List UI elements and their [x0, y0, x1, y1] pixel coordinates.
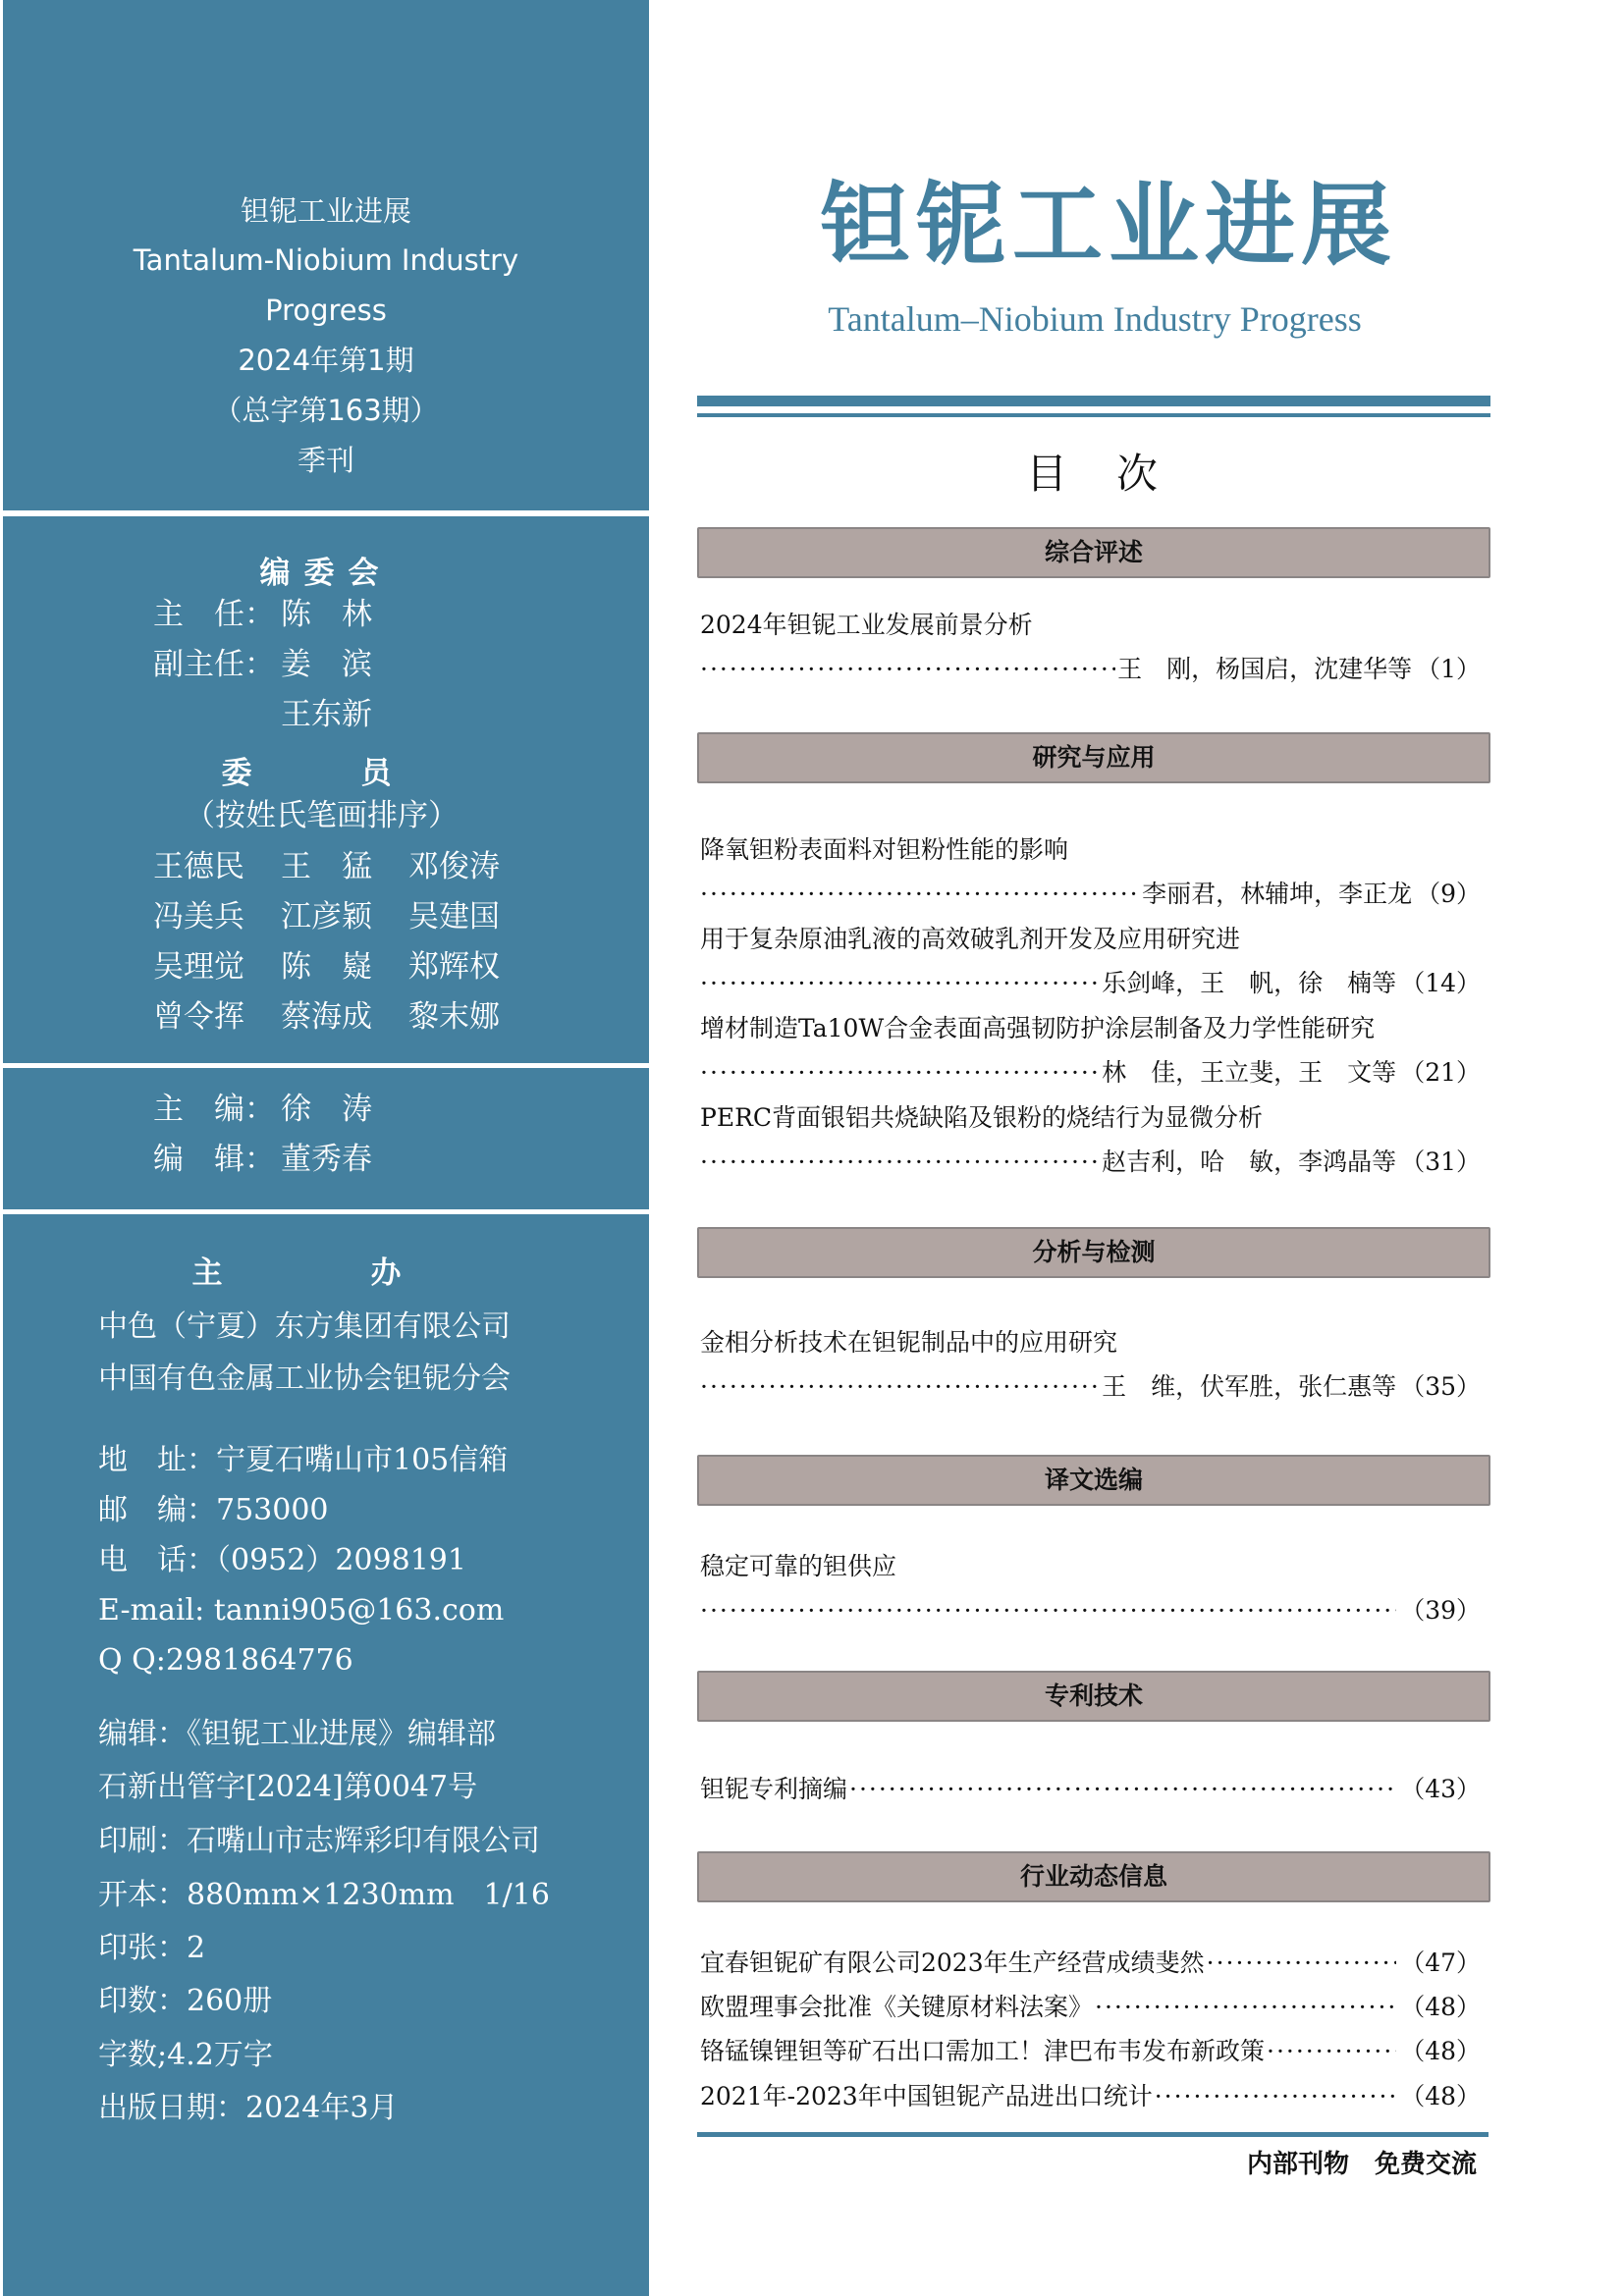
- toc-article-entry[interactable]: 钽铌专利摘编 ····· （43）: [700, 1774, 1481, 1805]
- toc-article-byline[interactable]: ····· 王 刚，杨国启，沈建华等 （1）: [700, 654, 1481, 685]
- masthead-title-en: Tantalum–Niobium Industry Progress: [828, 299, 1362, 339]
- journal-title-cn: 钽铌工业进展: [240, 194, 411, 228]
- dot-leader: [700, 654, 1115, 685]
- toc-article-title[interactable]: 增材制造Ta10W合金表面高强韧防护涂层制备及力学性能研究: [700, 1014, 1376, 1042]
- toc-article-byline[interactable]: ····· 王 维，伏军胜，张仁惠等 （35）: [700, 1371, 1481, 1403]
- toc-article-title[interactable]: PERC背面银铝共烧缺陷及银粉的烧结行为显微分析: [700, 1103, 1264, 1132]
- chief-editor-name: 徐 涛: [281, 1092, 372, 1127]
- postcode: 邮 编：753000: [98, 1493, 329, 1527]
- printer: 印刷：石嘴山市志辉彩印有限公司: [98, 1824, 540, 1858]
- editorial-board-panel: [3, 516, 649, 1063]
- footer-divider: [697, 2132, 1489, 2137]
- email: E-mail: tanni905@163.com: [98, 1593, 505, 1628]
- toc-article-byline[interactable]: ····· 林 佳，王立斐，王 文等 （21）: [700, 1057, 1481, 1089]
- deputy-name: 姜 滨: [281, 647, 372, 682]
- chief-editor-row: [153, 1092, 372, 1127]
- divider: [697, 396, 1490, 406]
- toc-article-entry[interactable]: 欧盟理事会批准《关键原材料法案》 ····· （48）: [700, 1992, 1481, 2023]
- toc-section-header: 综合评述: [697, 527, 1490, 578]
- sponsor-org: 中色（宁夏）东方集团有限公司: [98, 1309, 511, 1344]
- board-director-row: [153, 597, 372, 632]
- issue-number: 2024年第1期: [238, 344, 414, 377]
- sponsor-panel: [3, 1214, 649, 2296]
- toc-article-title[interactable]: 金相分析技术在钽铌制品中的应用研究: [700, 1328, 1118, 1357]
- chief-editor-label: 主 编：: [153, 1092, 275, 1127]
- journal-title-en: Tantalum-Niobium Industry: [133, 243, 519, 277]
- members-row: 吴理觉 陈 嶷 郑辉权: [153, 949, 500, 985]
- board-deputy-row: [153, 647, 372, 682]
- toc-article-title[interactable]: 2024年钽铌工业发展前景分析: [700, 611, 1033, 639]
- members-row: 王德民 王 猛 邓俊涛: [153, 849, 500, 884]
- sponsor-heading: 主 办: [191, 1255, 460, 1291]
- toc-article-byline[interactable]: ····· 乐剑峰，王 帆，徐 楠等 （14）: [700, 968, 1481, 999]
- deputy-name: 王东新: [281, 697, 372, 732]
- journal-title-en-cont: Progress: [265, 294, 387, 327]
- editor-row: [153, 1142, 372, 1177]
- members-note: （按姓氏笔画排序）: [185, 798, 459, 833]
- members-row: 冯美兵 江彦颖 吴建国: [153, 899, 500, 934]
- toc-article-entry[interactable]: 铬锰镍锂钽等矿石出口需加工！津巴布韦发布新政策 ····· （48）: [700, 2036, 1481, 2067]
- deputy-label: 副主任：: [153, 647, 275, 682]
- toc-article-byline[interactable]: ····· 赵吉利，哈 敏，李鸿晶等 （31）: [700, 1147, 1481, 1178]
- toc-article-entry[interactable]: 2021年-2023年中国钽铌产品进出口统计 ····· （48）: [700, 2081, 1481, 2112]
- editor-name: 董秀春: [281, 1142, 372, 1177]
- total-issue-number: （总字第163期）: [213, 394, 439, 427]
- toc-article-entry[interactable]: 宜春钽铌矿有限公司2023年生产经营成绩斐然 ····· （47）: [700, 1948, 1481, 1979]
- word-count: 字数;4.2万字: [98, 2038, 273, 2072]
- editorial-dept: 编辑：《钽铌工业进展》编辑部: [98, 1717, 496, 1751]
- toc-article-byline[interactable]: ····· 李丽君，林辅坤，李正龙 （9）: [700, 879, 1481, 910]
- toc-article-byline[interactable]: ····· （39）: [700, 1595, 1481, 1627]
- masthead-title-cn: 钽铌工业进展: [820, 173, 1398, 278]
- editor-label: 编 辑：: [153, 1142, 275, 1177]
- director-name: 陈 林: [281, 597, 372, 632]
- toc-section-header: 行业动态信息: [697, 1851, 1490, 1902]
- toc-section-header: 译文选编: [697, 1455, 1490, 1506]
- editors-panel: [3, 1068, 649, 1209]
- sponsor-org: 中国有色金属工业协会钽铌分会: [98, 1362, 511, 1396]
- phone: 电 话：（0952）2098191: [98, 1543, 466, 1577]
- divider: [697, 413, 1490, 417]
- format: 开本：880mm×1230mm 1/16: [98, 1878, 550, 1912]
- toc-section-header: 专利技术: [697, 1671, 1490, 1722]
- toc-title: 目次: [1026, 450, 1208, 498]
- board-heading: 编委会: [259, 556, 393, 591]
- publication-frequency: 季刊: [297, 444, 354, 477]
- toc-section-header: 研究与应用: [697, 732, 1490, 783]
- toc-article-title[interactable]: 稳定可靠的钽供应: [700, 1552, 897, 1580]
- publication-date: 出版日期：2024年3月: [98, 2091, 399, 2125]
- toc-section-header: 分析与检测: [697, 1227, 1490, 1278]
- issue-info-panel: [3, 0, 649, 510]
- director-label: 主 任：: [153, 597, 275, 632]
- sheets: 印张：2: [98, 1931, 206, 1965]
- license-number: 石新出管字[2024]第0047号: [98, 1770, 478, 1804]
- address: 地 址：宁夏石嘴山市105信箱: [98, 1443, 509, 1477]
- toc-article-title[interactable]: 降氧钽粉表面料对钽粉性能的影响: [700, 835, 1069, 864]
- footer-note: 内部刊物 免费交流: [1247, 2150, 1478, 2179]
- qq: Q Q:2981864776: [98, 1643, 353, 1678]
- members-heading: 委 员: [221, 756, 431, 791]
- toc-article-title[interactable]: 用于复杂原油乳液的高效破乳剂开发及应用研究进: [700, 925, 1241, 953]
- members-row: 曾令挥 蔡海成 黎末娜: [153, 999, 500, 1035]
- print-run: 印数：260册: [98, 1984, 273, 2018]
